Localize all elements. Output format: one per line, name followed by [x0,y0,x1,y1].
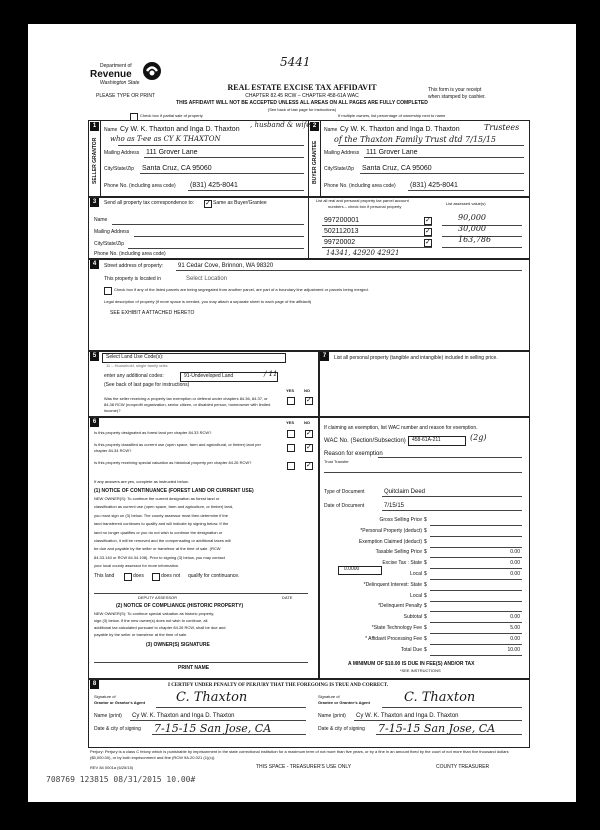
s6-q3-no-checkbox[interactable] [305,462,313,470]
handwritten-page-number: 5441 [280,55,311,69]
form-see-back: (See back of last page for instructions) [267,107,337,112]
tax-row-label: Excise Tax : State [382,560,422,567]
tax-row-label: Subtotal [403,614,422,621]
tax-row-value[interactable]: 5.00 [510,625,520,631]
section-6-number: 6 [90,418,99,427]
grantee-sig-label-1: Signature of [318,694,340,699]
seller-mailing-label: Mailing Address [104,150,140,156]
reason-value[interactable]: Trust Transfer [324,459,349,464]
s5-yes: YES [286,388,295,393]
section-3-number: 3 [90,198,99,207]
buyer-mailing[interactable]: 111 Grover Lane [366,149,418,156]
legal-label: Legal description of property (if more space is needed, you may attach a separate sheet to each page of the affidavit) [104,299,312,304]
segregated-checkbox[interactable] [104,287,112,295]
notice-2-line: sign (3) below. If the new owner(s) does not wish to continue, all [94,618,208,623]
grantor-signature: C. Thaxton [176,690,248,705]
currency-symbol: $ [424,517,427,523]
buyer-name-handwritten: Trustees [484,123,520,132]
notice-2-line: additional tax calculated pursuant to chapter 84.26 RCW, shall be due and [94,625,226,630]
parcel-number[interactable]: 997200001 [324,217,360,224]
buyer-name-label: Name [324,127,338,133]
grantee-name-label: Name (print) [318,713,346,719]
located-label: This property is located in [104,276,161,282]
currency-symbol: $ [424,646,427,653]
minimum-due: A MINIMUM OF $10.00 IS DUE IN FEE(S) AND/OR TAX [348,661,475,667]
parcel-number[interactable]: 99720002 [324,239,356,246]
tax-row-label: *Delinquent Penalty [378,603,422,610]
section-8-number: 8 [90,680,99,689]
parcel-personal-checkbox[interactable] [424,217,432,225]
notice-1-line: land no longer qualifies or you do not wish to continue the designation or [94,529,223,535]
s6-question-2: Is this property classified as current use (open space, farm and agricultural, or timber) land per chapter 84.34 RCW? [94,442,261,453]
grantor-date-label: Date & city of signing [94,726,141,732]
buyer-phone[interactable]: (831) 425-8041 [410,182,458,189]
parcel-number[interactable]: 502112013 [324,228,359,235]
type-or-print: PLEASE TYPE OR PRINT [96,93,156,99]
section-7-number: 7 [320,352,329,361]
receipt-note-1: This form is your receipt [428,87,482,93]
tax-row-value[interactable]: 0.00 [510,549,520,556]
wac-intro: If claiming an exemption, list WAC number and reason for exemption. [324,425,478,431]
parcel-personal-checkbox[interactable] [424,228,432,236]
doc-type-label: Type of Document [324,489,365,495]
seller-phone[interactable]: (831) 425-8041 [190,182,238,189]
currency-symbol: $ [424,527,427,534]
tax-row-label: Local [410,571,422,577]
parcel-header-1: List all real and personal property tax parcel account [316,198,409,203]
tax-row-label: *Delinquent Interest: State [363,581,422,588]
notice-1-line: you must sign on (3) below. The county assessor must then determine if the [94,512,228,518]
grantor-name-label: Name (print) [94,713,122,719]
currency-symbol: $ [424,538,427,545]
currency-symbol: $ [424,603,427,610]
buyer-name[interactable]: Cy W. K. Thaxton and Inga D. Thaxton [340,126,460,133]
does-checkbox[interactable] [124,573,132,581]
this-land-label: This land [94,573,115,579]
currency-symbol: $ [424,571,427,577]
s6-q1-no-checkbox[interactable] [305,430,313,438]
buyer-city[interactable]: Santa Cruz, CA 95060 [362,165,432,172]
seller-side-label: SELLER GRANTOR [92,137,98,184]
tax-row-label: Total Due [400,646,422,653]
notice-1-line: NEW OWNER(S): To continue the current designation as forest land or [94,496,220,501]
deputy-assessor-label: DEPUTY ASSESSOR [138,595,178,600]
grantor-sig-label-2: Grantor or Grantor's Agent [94,700,146,705]
dept-line2: Revenue [90,69,132,80]
tax-row-label: * Affidavit Processing Fee [365,635,422,642]
seller-mailing[interactable]: 111 Grover Lane [146,149,198,156]
land-use-select-label: Select Land Use Code(s): [106,354,164,360]
seller-name-handwritten-2: who as T-ee as CY K THAXTON [110,135,221,143]
currency-symbol: $ [424,549,427,556]
print-name-label: PRINT NAME [178,665,210,671]
dept-line1: Department of [100,63,132,69]
notice-1-line: your local county assessor for more information. [94,563,180,569]
assessed-value: 90,000 [458,213,486,222]
notice-1-line: classification as current use (open space, farm and agriculture, or timber) land, [94,504,234,510]
buyer-city-label: City/State/Zip [324,166,355,172]
street-label: Street address of property: [104,263,164,269]
wac-handwritten: (2g) [470,433,487,442]
seller-name-handwritten: , husband & wife [250,121,311,129]
grantee-signature: C. Thaxton [404,690,476,705]
s5-q1-no-checkbox[interactable] [305,397,313,405]
tax-calculation-table [318,518,528,658]
s5-question-1: Was the seller receiving a property tax exemption or deferral under chapters 84.36, 84.37, or 84.38 RCW (nonprofit organization, senior citizen, or disabled person, homeowner with limited income)? [104,396,271,413]
notice-2-line: payable by the seller or transferor at the time of sale. [94,632,188,637]
section-4-number: 4 [90,260,99,269]
doc-type[interactable]: Quitclaim Deed [384,489,426,495]
currency-symbol: $ [424,581,427,588]
notice-1-line: be due and payable by the seller or transferor at the time of sale. (RCW [94,546,221,552]
tax-row-label: Taxable Selling Price [375,549,422,556]
dept-line3: Washington State [100,80,140,86]
form-revision: REV 84 0001a (6/25/15) [90,765,134,770]
location-select[interactable]: Select Location [186,276,228,282]
does-label: does [133,573,144,579]
notice-2-title: (2) NOTICE OF COMPLIANCE (HISTORIC PROPERTY) [116,603,244,609]
seller-city[interactable]: Santa Cruz, CA 95060 [142,165,212,172]
treasurer-space-label: THIS SPACE - TREASURER'S USE ONLY [256,764,352,770]
buyer-name-handwritten-2: of the Thaxton Family Trust dtd 7/15/15 [334,135,497,144]
same-as-buyer-checkbox[interactable] [204,200,212,208]
grantee-date-city: 7-15-15 San Jose, CA [378,722,496,735]
grantor-sig-label-1: Signature of [94,694,116,699]
form-title: REAL ESTATE EXCISE TAX AFFIDAVIT [227,83,377,92]
s3-city-label: City/State/Zip [94,241,125,247]
receipt-note-2: when stamped by cashier. [428,94,486,100]
doc-date-label: Date of Document [324,503,365,509]
currency-symbol: $ [424,625,427,631]
currency-symbol: $ [424,592,427,599]
notice-1-title: (1) NOTICE OF CONTINUANCE (FOREST LAND OR CURRENT USE) [94,488,254,494]
s3-name-label: Name [94,217,108,223]
tax-row-label: Gross Selling Price [379,517,422,523]
form-warning: THIS AFFIDAVIT WILL NOT BE ACCEPTED UNLESS ALL AREAS ON ALL PAGES ARE FULLY COMPLETED [176,100,428,106]
grantor-date-city: 7-15-15 San Jose, CA [154,722,272,735]
parcel-header-2: numbers – check box if personal property [328,204,402,209]
s6-q3-yes-checkbox[interactable] [287,462,295,470]
assessed-value: 30,000 [458,224,486,233]
perjury-statement: Perjury: Perjury is a class C felony which is punishable by imprisonment in the state correctional institution for a maximum term of not more than five years, or by a fine in an amount fixed by the court of not more than five thousand dollars ($5,000.00), or by both imprisonment and fine (RCW 9A.20.021 (1)(c)). [90,749,509,760]
partial-sale-label: Check box if partial sale of property [140,113,203,118]
county-treasurer-label: COUNTY TREASURER [436,764,490,770]
legal-description[interactable]: SEE EXHIBIT A ATTACHED HERETO [110,310,195,316]
s6-yes: YES [286,420,295,425]
seller-name[interactable]: Cy W. K. Thaxton and Inga D. Thaxton [120,126,240,133]
affidavit-page [28,24,576,802]
local-rate: 0.0000 [344,566,360,572]
notice-2-line: NEW OWNER(S): To continue special valuation as historic property, [94,611,215,616]
s6-q2-yes-checkbox[interactable] [287,444,295,452]
additional-codes-label: enter any additional codes: [104,373,164,379]
reason-label: Reason for exemption [324,451,383,457]
assessed-value: 163,786 [458,235,492,244]
street-address[interactable]: 91 Cedar Cove, Brinnon, WA 98320 [178,263,274,269]
seller-name-label: Name [104,127,118,133]
s6-question-3: Is this property receiving special valuation as historical property per chapter 84.26 RCW? [94,460,252,465]
does-not-checkbox[interactable] [152,573,160,581]
tax-row-value[interactable]: 0.00 [510,614,520,621]
currency-symbol: $ [424,614,427,621]
tax-row-value[interactable]: 0.00 [510,571,520,577]
certify-statement: I CERTIFY UNDER PENALTY OF PERJURY THAT THE FOREGOING IS TRUE AND CORRECT. [168,683,389,688]
qualify-label: qualify for continuance. [188,573,240,579]
seller-phone-label: Phone No. (including area code) [104,183,176,189]
form-chapter: CHAPTER 82.45 RCW – CHAPTER 458-61A WAC [245,93,359,99]
personal-property-label: List all personal property (tangible and intangible) included in selling price. [334,355,498,361]
s3-mailing-label: Mailing Address [94,229,130,235]
tax-row-label: Local [410,592,422,599]
grantee-date-label: Date & city of signing [318,726,365,732]
tax-row-label: *Personal Property (deduct) [360,527,422,534]
s5-q1-yes-checkbox[interactable] [287,397,295,405]
grantor-name[interactable]: Cy W. K. Thaxton and Inga D. Thaxton [132,713,235,719]
s6-question-1: Is this property designated as forest land per chapter 84.33 RCW? [94,430,212,435]
owner-signature-label: (3) OWNER(S) SIGNATURE [146,642,210,648]
same-as-buyer-label: Same as Buyer/Grantee [213,200,267,206]
additional-codes-handwritten: / 11 [264,370,278,378]
parcel-personal-checkbox[interactable] [424,239,432,247]
s5-see-back: (See back of last page for instructions) [104,382,190,388]
grantee-sig-label-2: Grantee or Grantee's Agent [318,700,370,705]
currency-symbol: $ [424,635,427,642]
tax-row-value[interactable]: 0.00 [510,635,520,642]
segregated-label: Check box if any of the listed parcels are being segregated from another parcel, are part of a boundary line adjustment or parcels being merged. [114,287,369,292]
tax-row-value[interactable]: 10.00 [507,646,520,653]
deputy-date-label: DATE [282,595,293,600]
s6-q2-no-checkbox[interactable] [305,444,313,452]
section-4-box [88,258,530,352]
does-not-label: does not [161,573,181,579]
notice-1-line: land transferred continues to qualify and will indicate by signing below. If the [94,521,229,527]
tax-row-label: Exemption Claimed (deduct) [358,538,422,545]
send-correspondence-label: Send all property tax correspondence to: [104,200,195,206]
section-5-number: 5 [90,352,99,361]
parcel-handwritten: 14341, 42920 42921 [326,249,400,257]
buyer-mailing-label: Mailing Address [324,150,360,156]
wac-number: 458-61A-211 [412,437,441,443]
notice-1-line: 84.33.140 or RCW 84.34.108). Prior to signing (3) below, you may contact [94,554,225,560]
additional-codes: 91-Undeveloped Land [184,373,234,379]
s3-phone-label: Phone No. (including area code) [94,251,166,257]
tax-row-label: *State Technology Fee [371,625,422,631]
grantee-name[interactable]: Cy W. K. Thaxton and Inga D. Thaxton [356,713,459,719]
buyer-side-label: BUYER GRANTEE [312,140,318,184]
buyer-phone-label: Phone No. (including area code) [324,183,396,189]
seller-city-label: City/State/Zip [104,166,135,172]
s6-no: NO [304,420,310,425]
assessed-header: List assessed value(s) [446,201,486,206]
land-use-select-sub: 11 – Household, single family units [106,363,168,368]
revenue-logo-icon [140,60,164,82]
currency-symbol: $ [424,560,427,567]
s5-no: NO [304,388,310,393]
wac-label: WAC No. (Section/Subsection) [324,438,406,444]
multiple-owners-note: If multiple owners, list percentage of ownership next to name [338,113,446,118]
treasurer-stamp: 708769 123815 08/31/2015 10.00# [46,775,196,784]
notice-1-line: classification, it will be removed and the compensating or additional taxes will [94,538,231,543]
s6-q1-yes-checkbox[interactable] [287,430,295,438]
doc-date[interactable]: 7/15/15 [384,503,405,509]
section-1-number: 1 [90,122,99,131]
see-instructions: *SEE INSTRUCTIONS [400,668,441,673]
if-yes-note: If any answers are yes, complete as instructed below. [94,479,189,484]
section-2-number: 2 [310,122,319,131]
tax-row-value[interactable]: 0.00 [510,560,520,567]
